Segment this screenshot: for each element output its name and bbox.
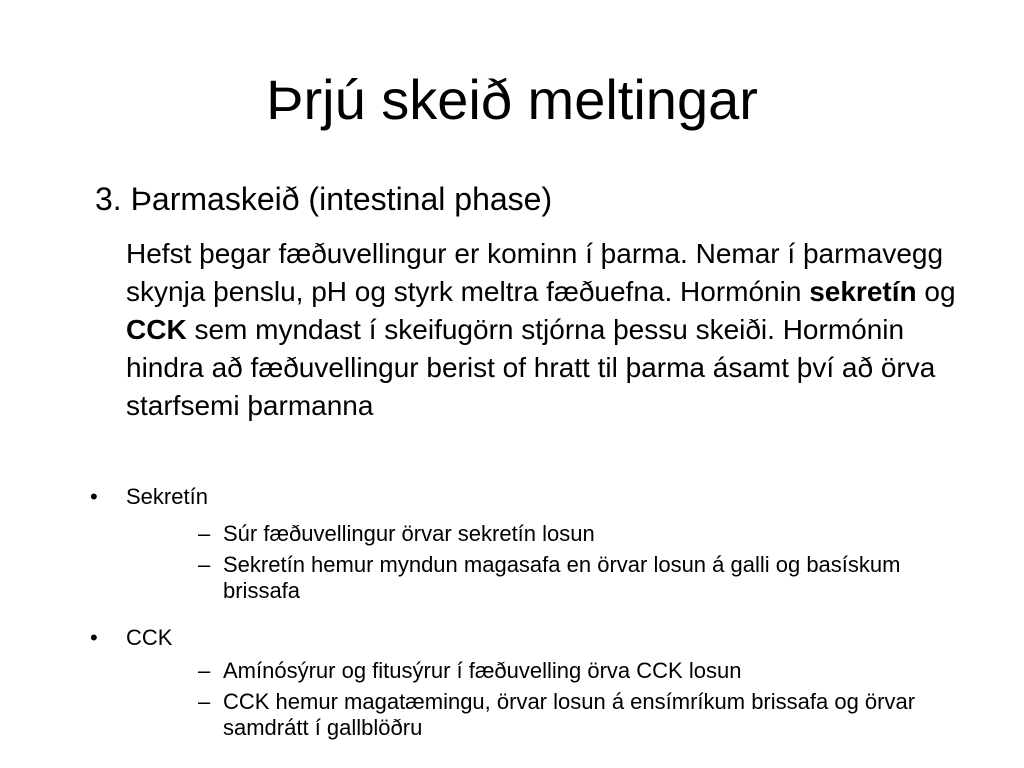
list-item-text: Amínósýrur og fitusýrur í fæðuvelling örva CCK losun bbox=[223, 658, 742, 683]
list-item-text: Sekretín hemur myndun magasafa en örvar losun á galli og basískum brissafa bbox=[223, 552, 901, 603]
section-paragraph bbox=[126, 235, 976, 425]
dash-icon: – bbox=[198, 521, 211, 546]
list-item bbox=[198, 689, 958, 741]
bullet-label: Sekretín bbox=[126, 484, 208, 509]
paragraph-bold-cck: CCK bbox=[126, 314, 187, 345]
list-item-text: CCK hemur magatæmingu, örvar losun á ensímríkum brissafa og örvar samdrátt í gallblöðru bbox=[223, 689, 916, 740]
dash-icon: – bbox=[198, 689, 211, 714]
list-item bbox=[198, 552, 958, 604]
bullet-sekretin bbox=[90, 483, 208, 511]
list-item bbox=[198, 658, 958, 684]
section-heading: 3. Þarmaskeið (intestinal phase) bbox=[95, 181, 553, 217]
bullet-dot-icon: • bbox=[90, 625, 98, 650]
paragraph-text-3: sem myndast í skeifugörn stjórna þessu skeiði. Hormónin hindra að fæðuvellingur berist of hratt til þarma ásamt því að örva starfsemi þarmanna bbox=[126, 314, 936, 421]
bullet-cck bbox=[90, 624, 172, 652]
list-item bbox=[198, 521, 958, 547]
bullet-dot-icon: • bbox=[90, 484, 98, 509]
dash-icon: – bbox=[198, 552, 211, 577]
paragraph-bold-sekretin: sekretín bbox=[809, 276, 917, 307]
cck-sub-list bbox=[198, 658, 958, 746]
paragraph-text-2: og bbox=[916, 276, 956, 307]
list-item-text: Súr fæðuvellingur örvar sekretín losun bbox=[223, 521, 595, 546]
dash-icon: – bbox=[198, 658, 211, 683]
bullet-label: CCK bbox=[126, 625, 173, 650]
paragraph-text-1: Hefst þegar fæðuvellingur er kominn í þarma. Nemar í þarmavegg skynja þenslu, pH og styrk meltra fæðuefna. Hormónin bbox=[126, 238, 944, 307]
sekretin-sub-list bbox=[198, 521, 958, 609]
slide-title: Þrjú skeið meltingar bbox=[266, 68, 758, 131]
